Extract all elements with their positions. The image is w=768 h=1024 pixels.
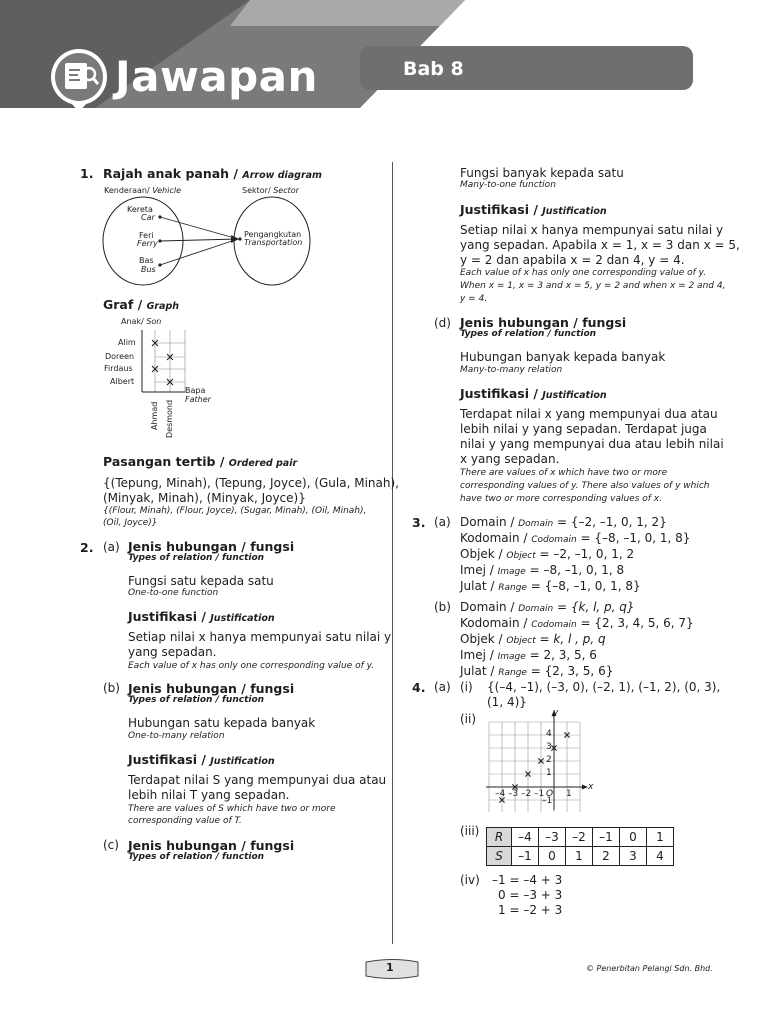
- set-right-label: Sektor/ Sector: [242, 186, 299, 195]
- table-cell: –1: [593, 828, 620, 847]
- column-divider: [392, 162, 393, 944]
- xtick-1: 1: [566, 789, 572, 799]
- graph-x-axis-title-en: Father: [185, 395, 211, 404]
- table-cell: 0: [620, 828, 647, 847]
- table-header-s: S: [487, 847, 512, 866]
- q3b-object: Objek / Object = k, l , p, q: [460, 632, 606, 646]
- q2d-label: (d): [434, 316, 451, 330]
- q4-iv-label: (iv): [460, 873, 480, 887]
- table-cell: 1: [566, 847, 593, 866]
- graph-ytick-doreen: Doreen: [105, 352, 135, 361]
- q2d-just-1: Terdapat nilai x yang mempunyai dua atau: [460, 407, 718, 421]
- arrow-item-feri: Feri: [139, 231, 154, 240]
- table-cell: –4: [512, 828, 539, 847]
- ordered-pair-en-1: {(Flour, Minah), (Flour, Joyce), (Sugar, Minah), (Oil, Minah),: [103, 506, 367, 516]
- q3a-object: Objek / Object = –2, –1, 0, 1, 2: [460, 547, 635, 561]
- graph-ytick-albert: Albert: [110, 377, 135, 386]
- q2c-relation-title: Jenis hubungan / fungsi: [128, 838, 295, 853]
- q3b-image: Imej / Image = 2, 3, 5, 6: [460, 648, 597, 662]
- table-header-r: R: [487, 828, 512, 847]
- q3a-image: Imej / Image = –8, –1, 0, 1, 8: [460, 563, 625, 577]
- q2c-relation-title-en: Types of relation / function: [128, 852, 265, 862]
- table-cell: 2: [593, 847, 620, 866]
- graph-heading: Graf / Graph: [103, 297, 180, 312]
- q2d-just-4: x yang sepadan.: [460, 452, 560, 466]
- q3a-domain: Domain / Domain = {–2, –1, 0, 1, 2}: [460, 515, 667, 529]
- q4-i-label: (i): [460, 680, 473, 694]
- graph-xtick-desmond: Desmond: [165, 399, 174, 438]
- ytick-4: 4: [546, 729, 552, 739]
- q2-number: 2.: [80, 540, 94, 555]
- q3b-range: Julat / Range = {2, 3, 5, 6}: [460, 664, 614, 678]
- rs-table: [486, 827, 674, 866]
- q2d-just-en-2: corresponding values of y. There also values of y which: [460, 481, 710, 491]
- arrow-item-pengangkutan: Pengangkutan: [244, 230, 302, 239]
- q3b-label: (b): [434, 600, 451, 614]
- q4-ii-label: (ii): [460, 712, 477, 726]
- arrow-item-transportation: Transportation: [244, 238, 303, 247]
- page-number: 1: [386, 961, 394, 974]
- q2b-just-en-1: There are values of S which have two or more: [128, 804, 336, 814]
- page-title: Jawapan: [115, 52, 318, 101]
- q2b-relation-title-en: Types of relation / function: [128, 695, 265, 705]
- q2b-answer-en: One-to-many relation: [128, 731, 225, 741]
- q1-number: 1.: [80, 166, 94, 181]
- q2a-just-2: yang sepadan.: [128, 645, 217, 659]
- arrow-item-bus: Bus: [141, 265, 156, 274]
- q2c-answer-en: Many-to-one function: [460, 180, 556, 190]
- xtick-minus2: –2: [521, 789, 532, 799]
- ordered-pair-ms-1: {(Tepung, Minah), (Tepung, Joyce), (Gula, Minah),: [103, 476, 399, 490]
- graph-y-label: y: [553, 708, 559, 718]
- q2c-justification-heading: Justifikasi / Justification: [460, 202, 607, 217]
- q2a-just-en: Each value of x has only one corresponding value of y.: [128, 661, 375, 671]
- q2a-answer-en: One-to-one function: [128, 588, 219, 598]
- q2b-just-en-2: corresponding value of T.: [128, 816, 242, 826]
- table-cell: –2: [566, 828, 593, 847]
- table-cell: –1: [512, 847, 539, 866]
- graph-xtick-ahmad: Ahmad: [150, 401, 159, 430]
- set-left-label: Kenderaan/ Vehicle: [104, 186, 182, 195]
- arrow-item-kereta: Kereta: [127, 205, 153, 214]
- ytick-3: 3: [546, 742, 552, 752]
- graph-ytick-firdaus: Firdaus: [104, 364, 133, 373]
- q2d-answer: Hubungan banyak kepada banyak: [460, 350, 666, 364]
- q4a-label: (a): [434, 680, 451, 694]
- q2b-just-2: lebih nilai T yang sepadan.: [128, 788, 290, 802]
- q2a-justification-heading: Justifikasi / Justification: [128, 609, 275, 624]
- ytick-2: 2: [546, 755, 552, 765]
- table-cell: 0: [539, 847, 566, 866]
- q3a-range: Julat / Range = {–8, –1, 0, 1, 8}: [460, 579, 641, 593]
- q2a-answer: Fungsi satu kepada satu: [128, 574, 274, 588]
- q4-i-line2: (1, 4)}: [487, 695, 527, 709]
- q2c-just-en-1: Each value of x has only one corresponding value of y.: [460, 268, 707, 278]
- q4-iv-line3: 1 = –2 + 3: [498, 903, 563, 917]
- table-row: [487, 828, 674, 847]
- table-cell: –3: [539, 828, 566, 847]
- table-cell: 3: [620, 847, 647, 866]
- ordered-pair-heading: Pasangan tertib / Ordered pair: [103, 454, 298, 469]
- q2a-relation-title-en: Types of relation / function: [128, 553, 265, 563]
- q2d-relation-title: Jenis hubungan / fungsi: [460, 315, 627, 330]
- table-cell: 1: [647, 828, 674, 847]
- ytick-1: 1: [546, 768, 552, 778]
- q3a-label: (a): [434, 515, 451, 529]
- q2d-justification-heading: Justifikasi / Justification: [460, 386, 607, 401]
- q2d-answer-en: Many-to-many relation: [460, 365, 563, 375]
- origin-label: O: [546, 789, 554, 799]
- q2a-relation-title: Jenis hubungan / fungsi: [128, 539, 295, 554]
- q2b-relation-title: Jenis hubungan / fungsi: [128, 681, 295, 696]
- arrow-item-bas: Bas: [139, 256, 154, 265]
- q2a-label: (a): [103, 540, 120, 554]
- q2d-just-en-3: have two or more corresponding values of x.: [460, 494, 662, 504]
- arrow-diagram-heading: Rajah anak panah / Arrow diagram: [103, 166, 322, 181]
- ordered-pair-en-2: (Oil, Joyce)}: [103, 518, 158, 528]
- arrow-item-car: Car: [141, 213, 155, 222]
- q2b-answer: Hubungan satu kepada banyak: [128, 716, 316, 730]
- ordered-pair-ms-2: (Minyak, Minah), (Minyak, Joyce)}: [103, 491, 306, 505]
- q2c-answer: Fungsi banyak kepada satu: [460, 166, 624, 180]
- q2c-label: (c): [103, 838, 119, 852]
- table-cell: 4: [647, 847, 674, 866]
- q3-number: 3.: [412, 515, 426, 530]
- publisher-credit: © Penerbitan Pelangi Sdn. Bhd.: [586, 964, 713, 973]
- chapter-label: Bab 8: [403, 58, 464, 80]
- graph-x-label: x: [588, 782, 594, 792]
- q4-iv-line2: 0 = –3 + 3: [498, 888, 563, 902]
- q3b-domain: Domain / Domain = {k, l, p, q}: [460, 600, 635, 614]
- arrow-item-ferry: Ferry: [137, 239, 158, 248]
- q2c-just-2: yang sepadan. Apabila x = 1, x = 3 dan x = 5,: [460, 238, 740, 252]
- q2b-just-1: Terdapat nilai S yang mempunyai dua atau: [128, 773, 387, 787]
- graph-y-axis-title: Anak/ Son: [121, 317, 162, 326]
- q2b-label: (b): [103, 681, 120, 695]
- q2c-just-en-2: When x = 1, x = 3 and x = 5, y = 2 and when x = 2 and 4,: [460, 281, 726, 291]
- xtick-minus3: –3: [508, 789, 519, 799]
- q2d-just-2: lebih nilai y yang sepadan. Terdapat juga: [460, 422, 707, 436]
- q2b-justification-heading: Justifikasi / Justification: [128, 752, 275, 767]
- q3a-codomain: Kodomain / Codomain = {–8, –1, 0, 1, 8}: [460, 531, 691, 545]
- xtick-minus4: –4: [495, 789, 506, 799]
- q4-iii-label: (iii): [460, 824, 480, 838]
- q2d-just-3: nilai y yang mempunyai dua atau lebih nilai: [460, 437, 724, 451]
- xtick-minus1: –1: [534, 789, 545, 799]
- q2a-just-1: Setiap nilai x hanya mempunyai satu nilai y: [128, 630, 392, 644]
- q2d-relation-title-en: Types of relation / function: [460, 329, 597, 339]
- graph-ytick-alim: Alim: [118, 338, 136, 347]
- table-row: [487, 847, 674, 866]
- q2d-just-en-1: There are values of x which have two or more: [460, 468, 668, 478]
- q2c-just-en-3: y = 4.: [460, 294, 488, 304]
- q4-number: 4.: [412, 680, 426, 695]
- q2c-just-1: Setiap nilai x hanya mempunyai satu nilai y: [460, 223, 724, 237]
- ytick-minus1: –1: [542, 796, 553, 806]
- q3b-codomain: Kodomain / Codomain = {2, 3, 4, 5, 6, 7}: [460, 616, 694, 630]
- q4-iv-line1: –1 = –4 + 3: [492, 873, 563, 887]
- q2c-just-3: y = 2 dan apabila x = 2 dan 4, y = 4.: [460, 253, 685, 267]
- graph-x-axis-title: Bapa: [185, 386, 206, 395]
- q4-i-line1: {(–4, –1), (–3, 0), (–2, 1), (–1, 2), (0, 3),: [487, 680, 721, 694]
